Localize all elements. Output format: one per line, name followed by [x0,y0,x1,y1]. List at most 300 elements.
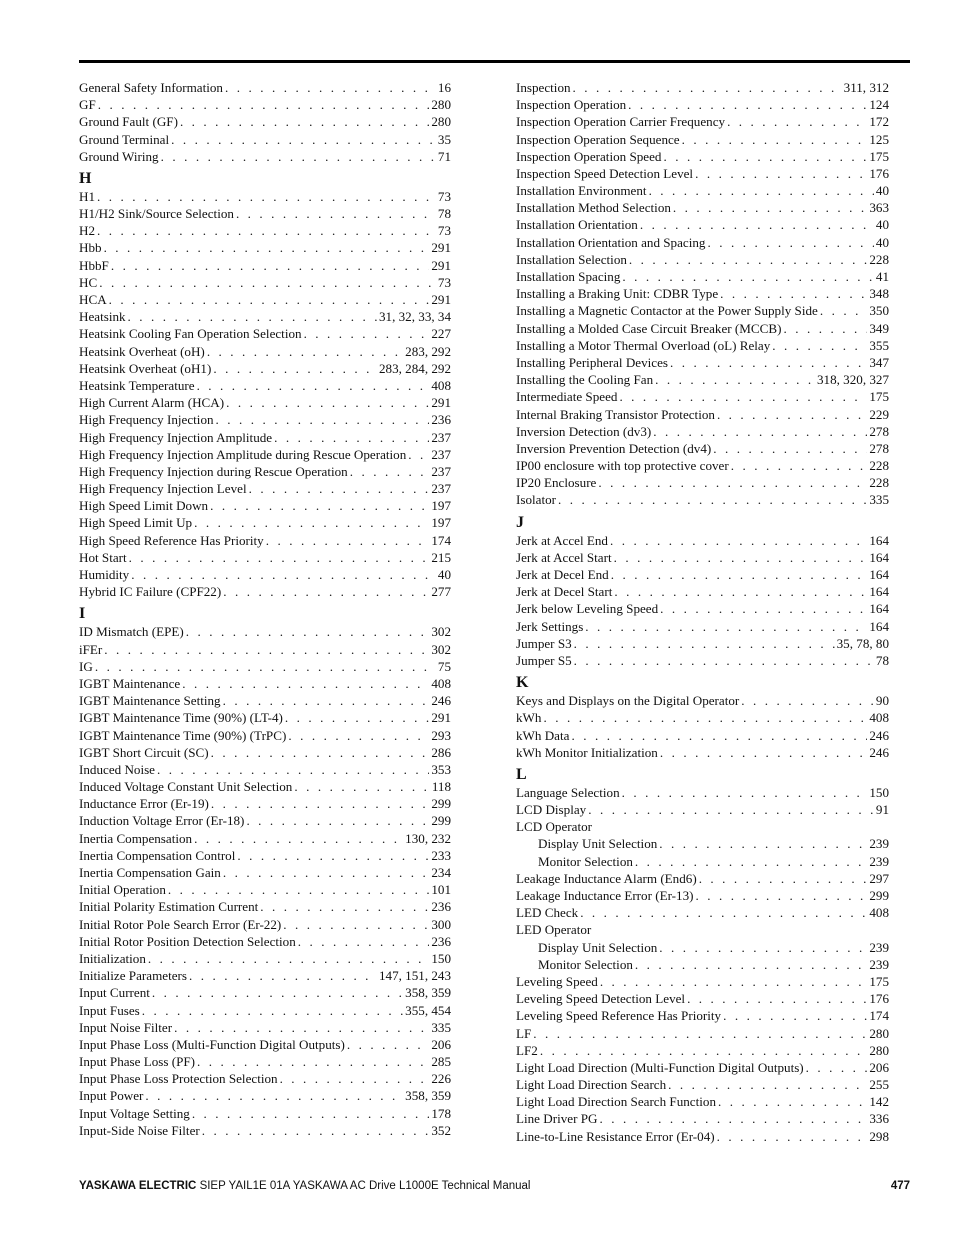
dot-leader [660,744,868,761]
index-entry [516,1042,889,1059]
index-page-ref: 293 [431,727,451,743]
dot-leader [211,744,430,761]
index-entry [79,778,451,795]
index-page-ref: 349 [869,320,889,336]
index-page-ref: 75 [437,658,451,674]
index-term: Inversion Prevention Detection (dv4) [516,440,712,456]
dot-leader [99,274,436,291]
index-page-ref: 246 [869,727,889,743]
dot-leader [223,583,429,600]
dot-leader [111,257,430,274]
index-page-ref: 246 [869,744,889,760]
index-entry [79,1053,451,1070]
index-page-ref: 226 [431,1071,451,1087]
index-term: Display Unit Selection [538,939,658,955]
index-page-ref: 237 [431,481,451,497]
index-entry [79,795,451,812]
index-term: Light Load Direction Search [516,1077,667,1093]
index-term: Initial Rotor Position Detection Selection [79,933,296,949]
index-term: Jumper S3 [516,635,572,651]
index-page-ref: 234 [431,865,451,881]
index-page-ref: 176 [869,991,889,1007]
index-page-ref: 302 [431,624,451,640]
index-entry [516,709,889,726]
index-entry [79,188,451,205]
index-page-ref: 311, 312 [843,79,889,95]
dot-leader [614,549,868,566]
index-entry [516,457,889,474]
dot-leader [225,79,436,96]
index-term: Hybrid IC Failure (CPF22) [79,584,222,600]
index-term: Inspection Operation Carrier Frequency [516,114,726,130]
index-page-ref: 150 [431,950,451,966]
dot-leader [210,497,429,514]
index-term: IGBT Short Circuit (SC) [79,744,209,760]
index-entry [516,784,889,801]
index-page-ref: 291 [431,240,451,256]
index-entry [516,904,889,921]
index-section-letter: K [516,674,529,692]
index-entry [516,692,889,709]
index-page-ref: 237 [431,463,451,479]
dot-leader [223,864,430,881]
dot-leader [741,692,874,709]
index-term: IGBT Maintenance Time (90%) (TrPC) [79,727,287,743]
index-page-ref: 278 [869,423,889,439]
dot-leader [619,388,867,405]
index-column-right [516,79,889,1145]
index-entry [79,360,451,377]
index-term: Input Fuses [79,1002,140,1018]
index-entry [516,251,889,268]
index-entry [79,240,451,257]
index-page-ref: 363 [869,200,889,216]
index-term: Installing a Motor Thermal Overload (oL) Relay [516,337,771,353]
dot-leader [95,658,436,675]
index-page-ref: 164 [869,532,889,548]
index-term: Inspection Operation Speed [516,148,662,164]
index-entry [79,692,451,709]
index-entry [516,234,889,251]
dot-leader [207,343,403,360]
index-entry [79,274,451,291]
index-term: Installation Orientation and Spacing [516,234,706,250]
index-term: Inertia Compensation Gain [79,865,221,881]
index-entry [79,446,451,463]
index-entry [79,1122,451,1139]
index-term: Light Load Direction (Multi-Function Digital Outputs) [516,1059,804,1075]
index-entry [79,343,451,360]
dot-leader [731,457,868,474]
dot-leader [180,113,429,130]
index-subentry [516,956,889,973]
index-term: Monitor Selection [538,956,633,972]
index-term: kWh Monitor Initialization [516,744,658,760]
index-term: H2 [79,223,96,239]
index-term: Installing the Cooling Fan [516,372,654,388]
index-page-ref: 353 [431,761,451,777]
dot-leader [598,474,867,491]
index-entry [79,411,451,428]
index-entry [79,583,451,600]
index-page-ref: 176 [869,165,889,181]
dot-leader [304,325,430,342]
dot-leader [182,675,429,692]
index-term: Jerk below Leveling Speed [516,601,659,617]
index-entry [516,887,889,904]
index-entry [516,354,889,371]
dot-leader [772,337,867,354]
index-term: Hbb [79,240,102,256]
dot-leader [213,360,377,377]
index-term: LED Check [516,905,579,921]
index-term: Leveling Speed Detection Level [516,991,686,1007]
index-entry [516,302,889,319]
index-page-ref: 236 [431,412,451,428]
index-page-ref: 16 [437,79,451,95]
index-page-ref: 283, 292 [405,343,451,359]
dot-leader [202,1122,430,1139]
index-term: Installation Environment [516,183,647,199]
index-term: Heatsink Overheat (oH) [79,343,205,359]
dot-leader [152,984,403,1001]
dot-leader [806,1059,868,1076]
index-page-ref: 336 [869,1111,889,1127]
dot-leader [197,377,430,394]
index-term: Inspection [516,79,571,95]
dot-leader [223,692,430,709]
dot-leader [687,990,867,1007]
index-entry [516,973,889,990]
index-term: General Safety Information [79,79,223,95]
index-entry [516,371,889,388]
index-entry [79,497,451,514]
index-page-ref: 40 [437,567,451,583]
index-entry [79,623,451,640]
index-entry [516,474,889,491]
index-entry [79,515,451,532]
dot-leader [236,205,436,222]
dot-leader [660,600,867,617]
dot-leader [211,795,429,812]
index-subentry [516,853,889,870]
index-page-ref: 239 [869,956,889,972]
index-entry [516,79,889,96]
index-subentry [516,939,889,956]
index-entry [516,131,889,148]
index-page-ref: 299 [431,813,451,829]
index-term: Initialize Parameters [79,968,187,984]
dot-leader [194,514,429,531]
index-term: Jerk at Accel Start [516,549,612,565]
index-entry [79,131,451,148]
index-term: IP00 enclosure with top protective cover [516,458,729,474]
index-term: Line Driver PG [516,1111,598,1127]
index-page-ref: 78 [437,206,451,222]
index-page-ref: 35 [437,131,451,147]
index-section-letter: L [516,765,527,783]
index-entry [79,1036,451,1053]
index-page-ref: 164 [869,618,889,634]
index-entry [79,916,451,933]
dot-leader [622,268,874,285]
index-term: Heatsink [79,309,126,325]
index-term: LCD Display [516,802,587,818]
index-entry [516,182,889,199]
index-page-ref: 71 [437,148,451,164]
index-term: Jumper S5 [516,652,572,668]
index-term: kWh [516,710,542,726]
index-term: IG [79,658,93,674]
index-term: HC [79,274,98,290]
index-entry [516,388,889,405]
index-term: IGBT Maintenance [79,675,181,691]
index-term: Jerk at Accel End [516,532,608,548]
index-entry [516,406,889,423]
page-footer [79,1180,910,1192]
index-entry [79,847,451,864]
index-page-ref: 164 [869,567,889,583]
dot-leader [723,1007,867,1024]
index-page-ref: 206 [431,1036,451,1052]
index-term: Light Load Direction Search Function [516,1094,716,1110]
index-term: Initialization [79,950,146,966]
index-term: High Frequency Injection during Rescue Operation [79,463,348,479]
index-term: LF [516,1025,532,1041]
index-term: Hot Start [79,549,127,565]
index-page-ref: 142 [869,1094,889,1110]
index-page-ref: 35, 78, 80 [836,635,889,651]
dot-leader [109,291,430,308]
index-entry [516,320,889,337]
dot-leader [533,1025,867,1042]
index-entry [516,600,889,617]
index-term: Inertia Compensation [79,830,193,846]
index-entry [516,96,889,113]
dot-leader [161,148,436,165]
index-term: Jerk Settings [516,618,584,634]
index-term: LED Operator [516,922,592,938]
index-page-ref: 164 [869,549,889,565]
dot-leader [285,709,429,726]
dot-leader [97,188,436,205]
index-entry [79,967,451,984]
dot-leader [98,96,430,113]
index-section-letter: H [79,169,92,187]
index-entry [79,532,451,549]
index-term: H1/H2 Sink/Source Selection [79,206,234,222]
index-entry [516,652,889,669]
index-term: Internal Braking Transistor Protection [516,406,715,422]
footer-brand: YASKAWA ELECTRIC [79,1180,197,1192]
index-page-ref: 40 [875,234,889,250]
index-term: Jerk at Decel Start [516,584,613,600]
index-section-letter: I [79,605,86,623]
index-entry [79,1088,451,1105]
index-entry [516,744,889,761]
index-page-ref: 347 [869,354,889,370]
index-term: Inspection Operation [516,97,627,113]
index-term: Keys and Displays on the Digital Operator [516,693,740,709]
index-page-ref: 299 [869,888,889,904]
dot-leader [707,234,873,251]
index-page-ref: 40 [875,183,889,199]
index-term: Heatsink Overheat (oH1) [79,360,212,376]
index-page-ref: 78 [875,652,889,668]
index-entry [516,818,889,835]
index-page-ref: 236 [431,899,451,915]
dot-leader [280,1070,430,1087]
index-page-ref: 227 [431,326,451,342]
dot-leader [142,1002,403,1019]
index-page-ref: 175 [869,973,889,989]
index-term: Input Noise Filter [79,1019,173,1035]
dot-leader [288,727,429,744]
page-number: 477 [890,1180,910,1192]
index-page-ref: 352 [431,1122,451,1138]
dot-leader [294,778,429,795]
index-entry [79,898,451,915]
index-page-ref: 408 [869,710,889,726]
dot-leader [614,583,867,600]
index-page-ref: 280 [869,1042,889,1058]
index-entry [516,990,889,1007]
index-term: Installing a Magnetic Contactor at the Power Supply Side [516,303,818,319]
dot-leader [574,652,874,669]
index-page-ref: 147, 151, 243 [378,968,451,984]
index-section-letter: J [516,513,524,531]
dot-leader [274,429,429,446]
index-entry [516,492,889,509]
index-page-ref: 197 [431,498,451,514]
index-term: Display Unit Selection [538,836,658,852]
index-page-ref: 178 [431,1105,451,1121]
index-page-ref: 175 [869,148,889,164]
index-entry [516,440,889,457]
index-entry [79,222,451,239]
dot-leader [543,709,867,726]
index-term: High Speed Limit Up [79,515,193,531]
index-term: iFEr [79,641,103,657]
index-term: Line-to-Line Resistance Error (Er-04) [516,1128,715,1144]
index-page-ref: 239 [869,939,889,955]
dot-leader [663,148,867,165]
dot-leader [216,411,430,428]
dot-leader [727,113,867,130]
dot-leader [820,302,868,319]
dot-leader [197,1053,429,1070]
index-page-ref: 229 [869,406,889,422]
dot-leader [237,847,429,864]
dot-leader [640,216,874,233]
index-entry [79,113,451,130]
dot-leader [226,394,429,411]
index-term: Inspection Operation Sequence [516,131,680,147]
index-term: Input-Side Noise Filter [79,1122,200,1138]
index-page-ref: 299 [431,796,451,812]
index-page-ref: 348 [869,286,889,302]
dot-leader [628,96,867,113]
index-page-ref: 335 [869,492,889,508]
dot-leader [266,532,430,549]
dot-leader [298,933,430,950]
index-page-ref: 150 [869,784,889,800]
dot-leader [97,222,436,239]
index-entry [516,113,889,130]
index-page-ref: 41 [875,269,889,285]
index-entry [79,881,451,898]
index-term: High Frequency Injection Amplitude [79,429,273,445]
dot-leader [186,623,430,640]
index-entry [79,658,451,675]
index-entry [516,921,889,938]
dot-leader [699,870,868,887]
dot-leader [573,79,842,96]
dot-leader [558,491,867,508]
index-term: Input Current [79,985,150,1001]
index-term: Installation Selection [516,251,627,267]
index-page-ref: 197 [431,515,451,531]
index-entry [79,1002,451,1019]
dot-leader [260,898,429,915]
index-entry [79,950,451,967]
index-page-ref: 355 [869,337,889,353]
index-entry [79,813,451,830]
index-page-ref: 118 [431,779,451,795]
index-page-ref: 174 [869,1008,889,1024]
index-entry [79,463,451,480]
dot-leader [145,1087,403,1104]
dot-leader [189,967,377,984]
dot-leader [696,887,868,904]
index-term: Input Phase Loss (PF) [79,1054,196,1070]
index-page-ref: 285 [431,1054,451,1070]
dot-leader [635,956,867,973]
index-term: High Speed Reference Has Priority [79,532,264,548]
index-page-ref: 291 [431,395,451,411]
index-page-ref: 172 [869,114,889,130]
dot-leader [629,251,867,268]
index-page-ref: 408 [431,377,451,393]
index-term: Jerk at Decel End [516,567,609,583]
index-entry [79,1070,451,1087]
index-page-ref: 358, 359 [405,985,451,1001]
index-page-ref: 298 [869,1128,889,1144]
index-term: Installation Spacing [516,269,621,285]
index-term: Input Power [79,1088,144,1104]
dot-leader [659,835,867,852]
index-page-ref: 73 [437,274,451,290]
index-term: Ground Fault (GF) [79,114,178,130]
dot-leader [194,830,403,847]
index-page-ref: 318, 320, 327 [816,372,889,388]
index-entry [79,96,451,113]
index-term: Installing a Molded Case Circuit Breaker (MCCB) [516,320,782,336]
index-page-ref: 283, 284, 292 [378,360,451,376]
dot-leader [104,641,429,658]
index-entry [516,1076,889,1093]
index-entry [79,394,451,411]
index-page-ref: 280 [869,1025,889,1041]
dot-leader [168,881,429,898]
index-page-ref: 335 [431,1019,451,1035]
index-page-ref: 408 [869,905,889,921]
index-term: Monitor Selection [538,853,633,869]
index-term: Input Phase Loss (Multi-Function Digital Outputs) [79,1036,345,1052]
index-page-ref: 40 [875,217,889,233]
index-entry [516,268,889,285]
index-term: LF2 [516,1042,538,1058]
